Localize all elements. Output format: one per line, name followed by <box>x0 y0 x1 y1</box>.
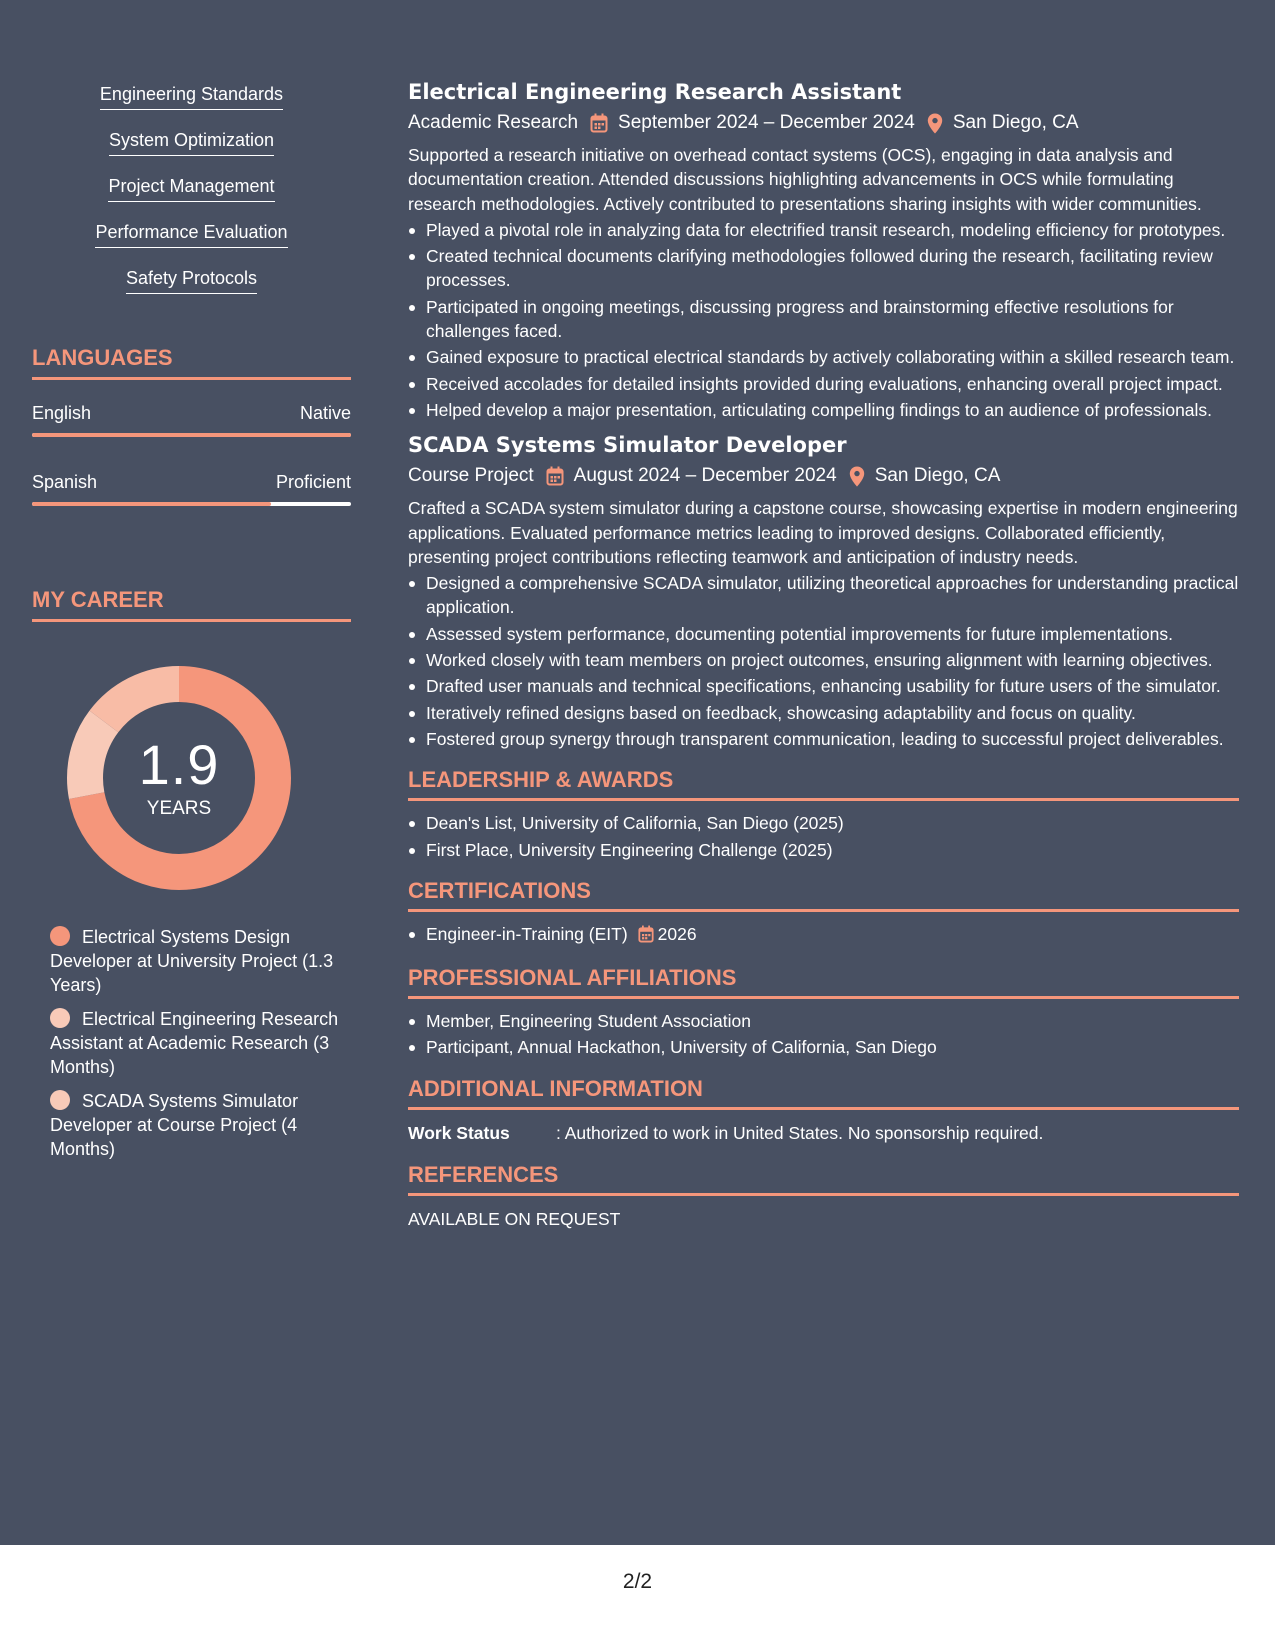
additional-info-section <box>408 1076 1239 1146</box>
location-pin-icon <box>927 113 943 134</box>
affiliation-item: Participant, Annual Hackathon, University of California, San Diego <box>408 1035 1239 1059</box>
skill-item: Engineering Standards <box>100 84 283 110</box>
job-meta <box>408 463 1239 489</box>
certification-name: Engineer-in-Training (EIT) <box>426 923 628 944</box>
section-heading: CERTIFICATIONS <box>408 878 1239 912</box>
career-total-value: 1.9 <box>138 733 220 796</box>
job-entry <box>408 78 1239 422</box>
job-bullet: Assessed system performance, documenting potential improvements for future implementations. <box>408 622 1239 646</box>
language-name: English <box>32 403 92 423</box>
section-heading: REFERENCES <box>408 1162 1239 1196</box>
certification-year: 2026 <box>657 923 697 944</box>
job-location: San Diego, CA <box>952 112 1079 133</box>
language-english <box>32 403 351 437</box>
job-bullet: Received accolades for detailed insights provided during evaluations, enhancing overall project impact. <box>408 372 1239 396</box>
calendar-icon <box>546 466 564 486</box>
job-title: Electrical Engineering Research Assistant <box>408 80 902 104</box>
career-legend-item <box>50 925 340 997</box>
left-column <box>32 84 351 314</box>
references-section <box>408 1162 1239 1232</box>
job-bullets <box>408 571 1239 751</box>
career-total-unit: YEARS <box>146 798 212 819</box>
section-heading: ADDITIONAL INFORMATION <box>408 1076 1239 1110</box>
career-total <box>67 666 291 890</box>
references-text: AVAILABLE ON REQUEST <box>408 1208 621 1229</box>
job-bullet: Played a pivotal role in analyzing data for electrified transit research, modeling efficiency for prototypes. <box>408 218 1239 242</box>
right-column <box>408 78 1239 1232</box>
job-bullets <box>408 218 1239 422</box>
job-company: Academic Research <box>408 112 579 133</box>
certification-item <box>408 922 1239 949</box>
language-level-fill <box>32 502 271 506</box>
location-pin-icon <box>849 466 865 487</box>
skill-item: System Optimization <box>109 130 274 156</box>
leadership-list <box>408 811 1239 862</box>
job-bullet: Worked closely with team members on project outcomes, ensuring alignment with learning objectives. <box>408 648 1239 672</box>
skill-item: Performance Evaluation <box>95 222 287 248</box>
work-status-row <box>408 1120 1239 1146</box>
job-title: SCADA Systems Simulator Developer <box>408 433 847 458</box>
career-legend <box>50 925 340 1171</box>
job-bullet: Fostered group synergy through transparent communication, leading to successful project deliverables. <box>408 727 1239 751</box>
job-bullet: Created technical documents clarifying methodologies followed during the research, facilitating review processes. <box>408 244 1239 293</box>
job-location: San Diego, CA <box>874 465 1001 487</box>
career-heading: MY CAREER <box>32 587 351 622</box>
job-description: Crafted a SCADA system simulator during a capstone course, showcasing expertise in modern engineering applications. Evaluated performance metrics leading to improved designs. Collaborated efficiently, presenting project contributions reflecting teamwork and anticipation of industry needs. <box>408 498 1238 567</box>
language-level: Native <box>299 403 351 423</box>
job-company: Course Project <box>408 465 534 487</box>
job-bullet: Iteratively refined designs based on feedback, showcasing adaptability and focus on quality. <box>408 701 1239 725</box>
language-name: Spanish <box>32 472 98 492</box>
job-bullet: Participated in ongoing meetings, discussing progress and brainstorming effective resolutions for challenges faced. <box>408 295 1239 344</box>
section-heading: LEADERSHIP & AWARDS <box>408 767 1239 801</box>
job-bullet: Drafted user manuals and technical specifications, enhancing usability for future users of the simulator. <box>408 674 1239 698</box>
job-bullet: Helped develop a major presentation, articulating compelling findings to an audience of professionals. <box>408 398 1239 422</box>
languages-heading: LANGUAGES <box>32 345 351 380</box>
job-bullet: Gained exposure to practical electrical standards by actively collaborating within a skilled research team. <box>408 345 1239 369</box>
leadership-item: Dean's List, University of California, San Diego (2025) <box>408 811 1239 835</box>
language-spanish <box>32 472 351 506</box>
leadership-section <box>408 767 1239 862</box>
page-footer <box>0 1545 1275 1650</box>
affiliation-item: Member, Engineering Student Association <box>408 1009 1239 1033</box>
certifications-list <box>408 922 1239 949</box>
career-legend-label: SCADA Systems Simulator Developer at Course Project (4 Months) <box>50 1091 299 1159</box>
calendar-icon <box>590 113 608 133</box>
career-legend-item <box>50 1089 340 1161</box>
certifications-section <box>408 878 1239 949</box>
legend-dot-icon <box>50 1008 70 1028</box>
language-level-bar <box>32 433 351 437</box>
job-bullet: Designed a comprehensive SCADA simulator, utilizing theoretical approaches for understanding practical application. <box>408 571 1239 620</box>
legend-dot-icon <box>50 926 70 946</box>
page-number: 2/2 <box>622 1570 653 1593</box>
job-meta <box>408 110 1239 136</box>
language-level-bar <box>32 502 351 506</box>
affiliations-list <box>408 1009 1239 1060</box>
career-legend-label: Electrical Engineering Research Assistant at Academic Research (3 Months) <box>50 1009 339 1077</box>
skill-item: Safety Protocols <box>126 268 257 294</box>
skills-list <box>32 84 351 314</box>
skill-item: Project Management <box>108 176 274 202</box>
section-heading: PROFESSIONAL AFFILIATIONS <box>408 965 1239 999</box>
calendar-icon <box>638 925 654 949</box>
legend-dot-icon <box>50 1090 70 1110</box>
job-dates: September 2024 – December 2024 <box>618 112 915 133</box>
job-entry <box>408 431 1239 751</box>
work-status-value: : Authorized to work in United States. No sponsorship required. <box>556 1122 1044 1143</box>
career-legend-label: Electrical Systems Design Developer at University Project (1.3 Years) <box>50 927 334 995</box>
leadership-item: First Place, University Engineering Challenge (2025) <box>408 838 1239 862</box>
work-status-label: Work Status <box>408 1122 510 1143</box>
language-level: Proficient <box>275 472 351 492</box>
job-description: Supported a research initiative on overhead contact systems (OCS), engaging in data analysis and documentation creation. Attended discussions highlighting advancements in OCS while formulating research methodologies. Actively contributed to presentations sharing insights with wider communities. <box>408 145 1202 214</box>
job-dates: August 2024 – December 2024 <box>573 465 837 487</box>
career-legend-item <box>50 1007 340 1079</box>
affiliations-section <box>408 965 1239 1060</box>
language-level-fill <box>32 433 351 437</box>
